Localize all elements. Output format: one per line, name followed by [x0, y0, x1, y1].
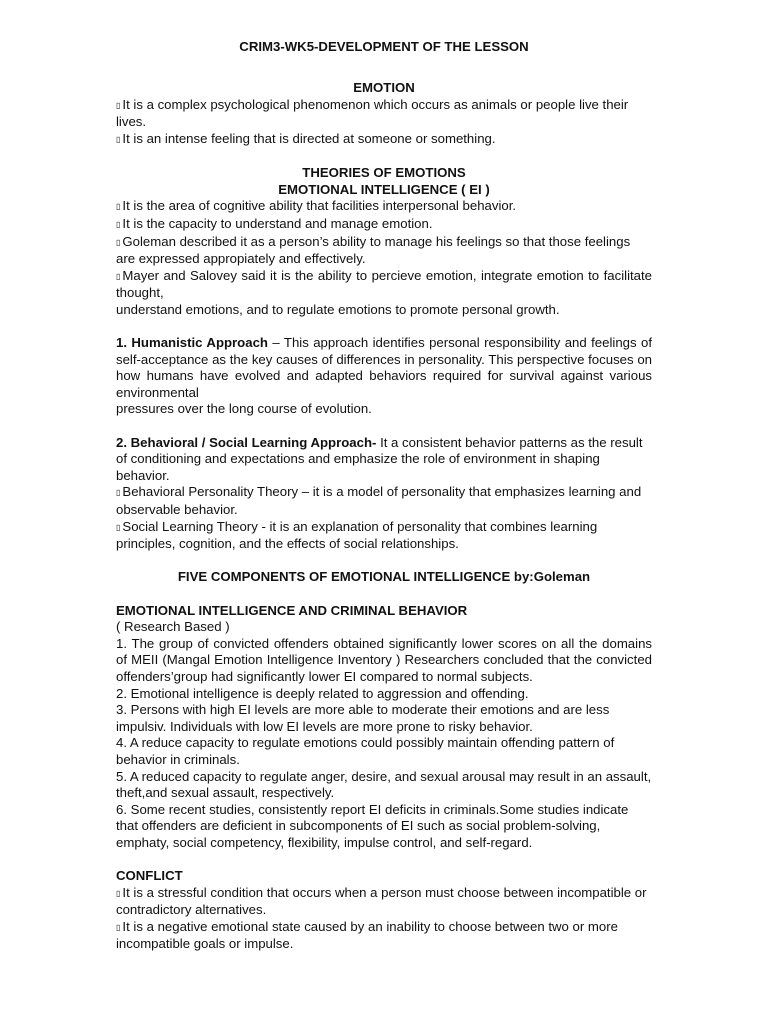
- list-item: 1. The group of convicted offenders obtained significantly lower scores on all the domains of MEII (Mangal Emotion Intelligence Inventory ) Researchers concluded that the convicted offenders’group had significantly lower EI compared to normal subjects.: [116, 635, 652, 684]
- document-title: CRIM3-WK5-DEVELOPMENT OF THE LESSON: [239, 39, 529, 54]
- list-item: ▯ It is a negative emotional state caused by an inability to choose between two or more incompatible goals or impulse.: [116, 919, 652, 953]
- list-item: ▯ Goleman described it as a person’s ability to manage his feelings so that those feelings are expressed appropiately and effectively.: [116, 234, 652, 268]
- document-body: [116, 39, 652, 953]
- behavioral-paragraph: [116, 435, 652, 485]
- conflict-heading: CONFLICT: [116, 868, 183, 884]
- paragraph: pressures over the long course of evolution.: [116, 401, 372, 417]
- list-item: ▯ Behavioral Personality Theory – it is a model of personality that emphasizes learning and observable behavior.: [116, 484, 652, 518]
- list-item: 2. Emotional intelligence is deeply related to aggression and offending.: [116, 685, 529, 701]
- list-item: ▯ It is a stressful condition that occurs when a person must choose between incompatible or contradictory alternatives.: [116, 885, 652, 919]
- list-item: ▯ It is the capacity to understand and manage emotion.: [116, 216, 652, 234]
- humanistic-label: 1. Humanistic Approach: [116, 335, 268, 351]
- list-item: ▯ It is a complex psychological phenomenon which occurs as animals or people live their lives.: [116, 97, 652, 131]
- emotion-heading: EMOTION: [353, 80, 415, 96]
- humanistic-text: – This approach identifies personal responsibility and feelings of self-acceptance as the key causes of differences in personality. This perspective focuses on how humans have evolved and adapted behaviors required for survival against various environmental: [116, 335, 652, 400]
- list-item: ▯ Social Learning Theory - it is an explanation of personality that combines learning principles, cognition, and the effects of social relationships.: [116, 519, 652, 553]
- list-item: ▯ It is an intense feeling that is directed at someone or something.: [116, 131, 652, 149]
- five-components-heading: FIVE COMPONENTS OF EMOTIONAL INTELLIGENCE by:Goleman: [177, 569, 591, 585]
- behavioral-label: 2. Behavioral / Social Learning Approach-: [116, 434, 377, 450]
- ei-subheading: EMOTIONAL INTELLIGENCE ( EI ): [278, 181, 490, 197]
- behavioral-text: It a consistent behavior patterns as the result of conditioning and expectations and emphasize the role of environment in shaping behavior.: [116, 434, 643, 483]
- paragraph: understand emotions, and to regulate emotions to promote personal growth.: [116, 301, 560, 317]
- list-item: ▯ Mayer and Salovey said it is the ability to percieve emotion, integrate emotion to facilitate thought,: [116, 268, 652, 302]
- list-item: ▯ It is the area of cognitive ability that facilities interpersonal behavior.: [116, 198, 652, 216]
- list-item: 4. A reduce capacity to regulate emotions could possibly maintain offending pattern of behavior in criminals.: [116, 735, 615, 767]
- research-note: ( Research Based ): [116, 619, 230, 635]
- criminal-heading: EMOTIONAL INTELLIGENCE AND CRIMINAL BEHAVIOR: [116, 602, 468, 618]
- list-item: 5. A reduced capacity to regulate anger, desire, and sexual arousal may result in an assault, theft,and sexual assault, respectively.: [116, 768, 652, 801]
- list-item: 3. Persons with high EI levels are more able to moderate their emotions and are less impulsiv. Individuals with low EI levels are more prone to risky behavior.: [116, 702, 610, 734]
- humanistic-paragraph: [116, 335, 652, 401]
- theories-heading: THEORIES OF EMOTIONS: [302, 165, 466, 181]
- list-item: 6. Some recent studies, consistently report EI deficits in criminals.Some studies indicate that offenders are deficient in subcomponents of EI such as social problem-solving, emphaty, social competency, flexibility, impulse control, and self-regard.: [116, 801, 629, 850]
